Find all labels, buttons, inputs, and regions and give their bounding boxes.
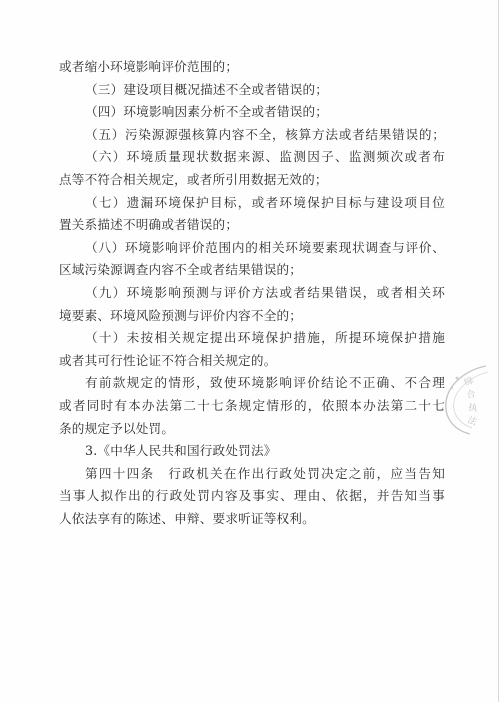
text-line: （六）环境质量现状数据来源、监测因子、监测频次或者布 bbox=[85, 149, 445, 165]
text-line: 或者同时有本办法第二十七条规定情形的，依照本办法第二十七 bbox=[59, 397, 445, 413]
seal-stamp bbox=[440, 362, 492, 436]
svg-text:法: 法 bbox=[465, 415, 478, 429]
text-line: 人依法享有的陈述、申辩、要求听证等权利。 bbox=[59, 510, 315, 526]
text-line: 有前款规定的情形，致使环境影响评价结论不正确、不合理 bbox=[85, 375, 445, 391]
text-line: 置关系描述不明确或者错误的； bbox=[59, 217, 239, 233]
svg-text:综: 综 bbox=[463, 375, 476, 389]
text-line: 第四十四条 行政机关在作出行政处罚决定之前，应当告知 bbox=[85, 465, 445, 481]
text-line: （八）环境影响评价范围内的相关环境要素现状调查与评价、 bbox=[85, 239, 445, 255]
text-line: 区域污染源调查内容不全或者结果错误的； bbox=[59, 262, 303, 278]
text-line: （九）环境影响预测与评价方法或者结果错误，或者相关环 bbox=[85, 284, 445, 300]
text-line: （十）未按相关规定提出环境保护措施，所提环境保护措施 bbox=[85, 330, 445, 346]
document-body bbox=[59, 56, 445, 530]
text-line: （七）遗漏环境保护目标，或者环境保护目标与建设项目位 bbox=[85, 194, 445, 210]
svg-text:执: 执 bbox=[467, 403, 478, 415]
text-line: 条的规定予以处罚。 bbox=[59, 420, 175, 436]
svg-text:合: 合 bbox=[465, 389, 477, 401]
text-line: 或者其可行性论证不符合相关规定的。 bbox=[59, 352, 277, 368]
section-heading: 3.《中华人民共和国行政处罚法》 bbox=[85, 443, 277, 459]
text-line: （三）建设项目概况描述不全或者错误的； bbox=[85, 81, 329, 97]
text-line: （五）污染源源强核算内容不全，核算方法或者结果错误的； bbox=[85, 126, 445, 142]
text-line: 境要素、环境风险预测与评价内容不全的； bbox=[59, 307, 303, 323]
text-line: 点等不符合相关规定，或者所引用数据无效的； bbox=[59, 171, 328, 187]
text-line: 或者缩小环境影响评价范围的； bbox=[59, 59, 239, 74]
text-line: 当事人拟作出的行政处罚内容及事实、理由、依据，并告知当事 bbox=[59, 488, 445, 504]
text-line: （四）环境影响因素分析不全或者错误的； bbox=[85, 104, 329, 120]
